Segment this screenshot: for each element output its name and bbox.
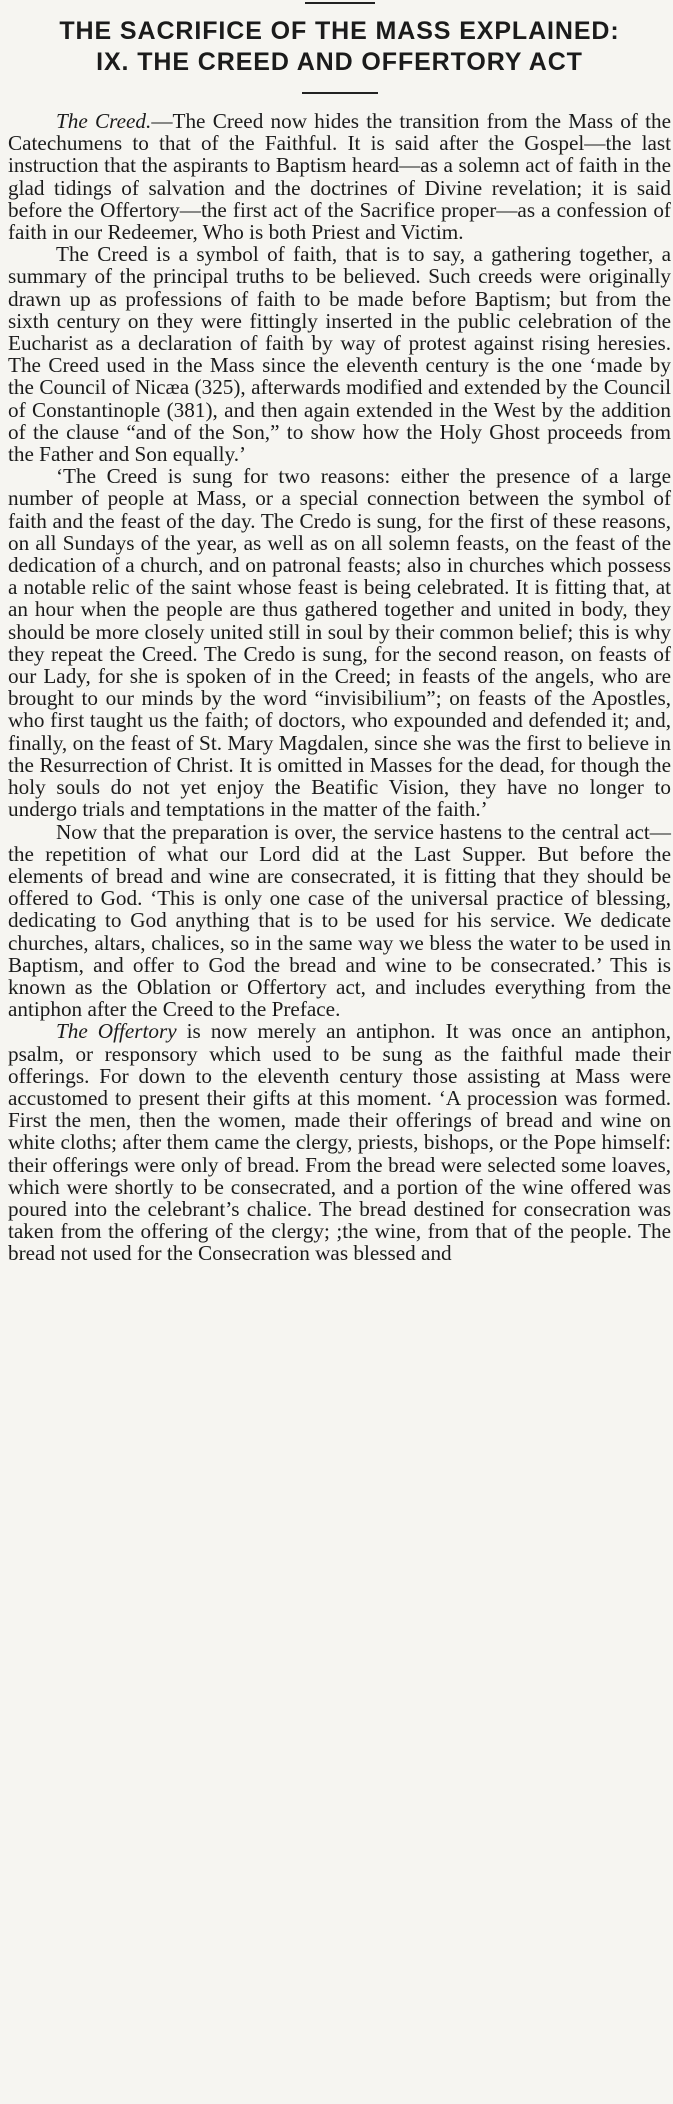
headline-line-1: THE SACRIFICE OF THE MASS EXPLAINED: (59, 17, 620, 45)
headline-line-2: IX. THE CREED AND OFFERTORY ACT (96, 48, 583, 76)
paragraph-2: The Creed is a symbol of faith, that is to say, a gathering together, a summary of the principal truths to be believed. Such creeds were originally drawn up as professions of faith to be made before Baptism; but from the sixth century on they were fittingly inserted in the public celebration of the Eucharist as a declaration of faith by way of protest against rising heresies. The Creed used in the Mass since the eleventh century is the one ‘made by the Council of Nicæa (325), afterwards modified and extended by the Council of Constantinople (381), and then again extended in the West by the addition of the clause “and of the Son,” to show how the Holy Ghost proceeds from the Father and Son equally.’ (8, 242, 671, 467)
top-rule (305, 2, 375, 4)
section-lead-offertory: The Offertory (56, 1019, 177, 1044)
section-lead-creed: The Creed. (56, 109, 152, 133)
paragraph-1-body: —The Creed now hides the transition from the Mass of the Catechumens to that of the Faithful. It is said after the Gospel—the last instruction that the aspirants to Baptism heard—as a solemn act of faith in the glad tidings of salvation and the doctrines of Divine revelation; it is said before the Offertory—the first act of the Sacrifice proper—as a confession of faith in our Redeemer, Who is both Priest and Victim. (8, 109, 671, 245)
article-headline (8, 16, 671, 78)
headline-rule (302, 92, 378, 94)
paragraph-1 (8, 110, 671, 243)
paragraph-4: Now that the preparation is over, the service hastens to the central act—the repetition of what our Lord did at the Last Supper. But before the elements of bread and wine are consecrated, it is fitting that they should be offered to God. ‘This is only one case of the universal practice of blessing, dedicating to God anything that is to be used for his service. We dedicate churches, altars, chalices, so in the same way we bless the water to be used in Baptism, and offer to God the bread and wine to be consecrated.’ This is known as the Oblation or Offertory act, and includes everything from the antiphon after the Creed to the Preface. (8, 819, 671, 1022)
paragraph-3: ‘The Creed is sung for two reasons: either the presence of a large number of people at Mass, or a special connection between the symbol of faith and the feast of the day. The Credo is sung, for the first of these reasons, on all Sundays of the year, as well as on all solemn feasts, on the feast of the dedication of a church, and on patronal feasts; also in churches which possess a notable relic of the saint whose feast is being celebrated. It is fitting that, at an hour when the people are thus gathered together and united in body, they should be more closely united still in soul by their common belief; this is why they repeat the Creed. The Credo is sung, for the second reason, on feasts of our Lady, for she is spoken of in the Creed; in feasts of the angels, who are brought to our minds by the word “invisibilium”; on feasts of the Apostles, who first taught us the faith; of doctors, who expounded and defended it; and, finally, on the feast of St. Mary Magdalen, since she was the first to believe in the Resurrection of Christ. It is omitted in Masses for the dead, for though the holy souls do not yet enjoy the Beatific Vision, they have no longer to undergo trials and temptations in the matter of the faith.’ (8, 464, 671, 822)
newspaper-column (0, 2, 673, 2104)
paragraph-5-body: is now merely an antiphon. It was once an antiphon, psalm, or responsory which used to be sung as the faithful made their offerings. For down to the eleventh century those assisting at Mass were accustomed to present their gifts at this moment. ‘A procession was formed. First the men, then the women, made their offerings of bread and wine on white cloths; after them came the clergy, priests, bishops, or the Pope himself: their offerings were only of bread. From the bread were selected some loaves, which were shortly to be consecrated, and a portion of the wine offered was poured into the celebrant’s chalice. The bread destined for consecration was taken from the offering of the clergy; ;the wine, from that of the people. The bread not used for the Consecration was blessed and (8, 1019, 671, 1266)
paragraph-5 (8, 1020, 671, 1264)
